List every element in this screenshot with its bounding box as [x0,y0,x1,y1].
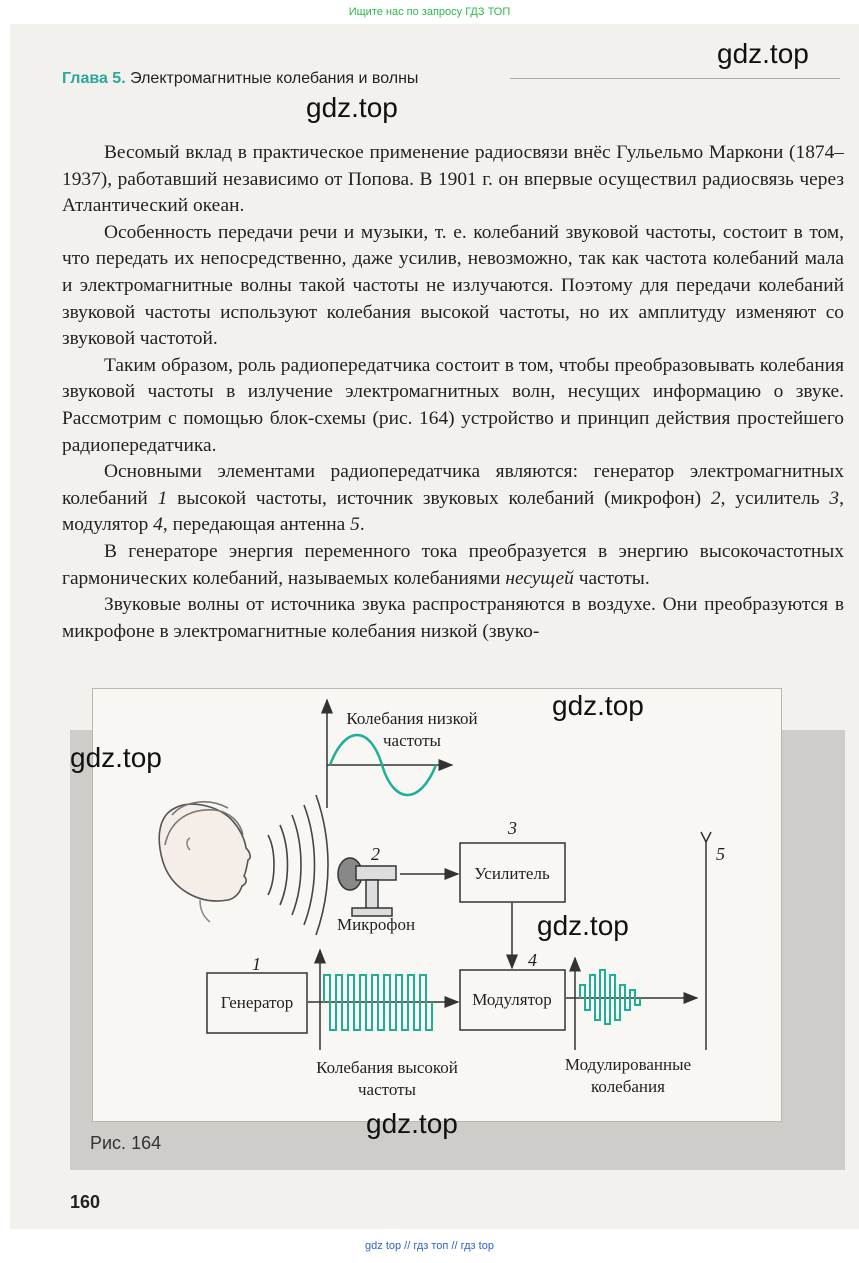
chapter-number: Глава 5. [62,70,126,87]
low-freq-label: Колебания низкой [346,709,478,728]
text-run: , усилитель [720,487,830,509]
paragraph: Звуковые волны от источника звука распространяются в воздухе. Они преобразуются в микрофоне в электромагнитные колебания низкой (звуко- [62,594,844,642]
footer-links[interactable]: gdz top // гдз топ // гдз top [365,1240,494,1252]
label-number: 3 [829,487,840,509]
modulated-label: Модулированные [564,1055,692,1074]
paragraph: Особенность передачи речи и музыки, т. е. колебаний звуковой частоты, состоит в том, что передать их непосредственно, даже усилив, невозможно, так как частота колебаний мала и электромагнитные волны такой частоты не излучаются. Поэтому для передачи колебаний звуковой частоты используют колебания высокой частоты, но их амплитуду изменяют со звуковой частотой. [62,221,844,350]
modulator-label: Модулятор [472,990,552,1009]
watermark: gdz.top [552,690,644,721]
text-run: , модулятор [62,487,844,536]
text-run: . [359,514,365,536]
sound-waves-icon [268,795,328,935]
watermark: gdz.top [306,92,398,123]
high-freq-label: Колебания высокой [316,1058,458,1077]
emphasis: несущей [505,567,574,589]
chapter-title: Электромагнитные колебания и волны [130,70,419,87]
label-number: 3 [508,818,517,838]
page-number: 160 [70,1192,101,1212]
watermark: gdz.top [70,742,162,773]
paragraph: Таким образом, роль радиопередатчика состоит в том, чтобы преобразовывать колебания звуковой частоты в излучение электромагнитных волн, несущих информацию о звуке. Рассмотрим с помощью блок-схемы (рис. 164) устройство и принцип действия простейшего радиопередатчика. [62,354,844,456]
label-number: 4 [528,950,537,970]
microphone-label: Микрофон [336,915,416,934]
microphone-icon [338,858,396,916]
label-number: 4 [153,514,163,536]
figure-caption: Рис. 164 [90,1133,162,1153]
label-number: 5 [716,844,725,864]
label-number: 5 [350,514,360,536]
antenna-icon [701,832,711,1050]
watermark: gdz.top [717,38,809,69]
text-run: частоты. [573,567,650,589]
text-run: , передающая антенна [162,514,351,536]
label-number: 1 [157,487,168,509]
modulated-wave [580,970,640,1024]
modulated-label: колебания [591,1077,665,1096]
head-illustration [159,802,250,922]
low-freq-label: частоты [383,731,441,750]
label-number: 1 [252,954,261,974]
text-run: В генераторе энергия переменного тока преобразуется в энергию высокочастотных гармонических колебаний, называемых колебаниями [62,540,844,589]
text-run: Основными элементами радиопередатчика являются: генератор электромагнитных колебаний [62,461,844,509]
watermark: gdz.top [537,910,629,941]
paragraph: Весомый вклад в практическое применение радиосвязи внёс Гульельмо Маркони (1874–1937), работавший независимо от Попова. В 1901 г. он впервые осуществил радиосвязь через Атлантический океан. [62,142,844,217]
top-banner[interactable]: Ищите нас по запросу ГДЗ ТОП [348,6,511,18]
generator-label: Генератор [220,993,294,1012]
label-number: 2 [710,487,721,509]
high-freq-label: частоты [358,1080,416,1099]
watermark: gdz.top [366,1108,458,1139]
label-number: 2 [371,844,380,864]
text-run: высокой частоты, источник звуковых колебаний (микрофон) [167,487,711,509]
amplifier-label: Усилитель [474,864,550,883]
